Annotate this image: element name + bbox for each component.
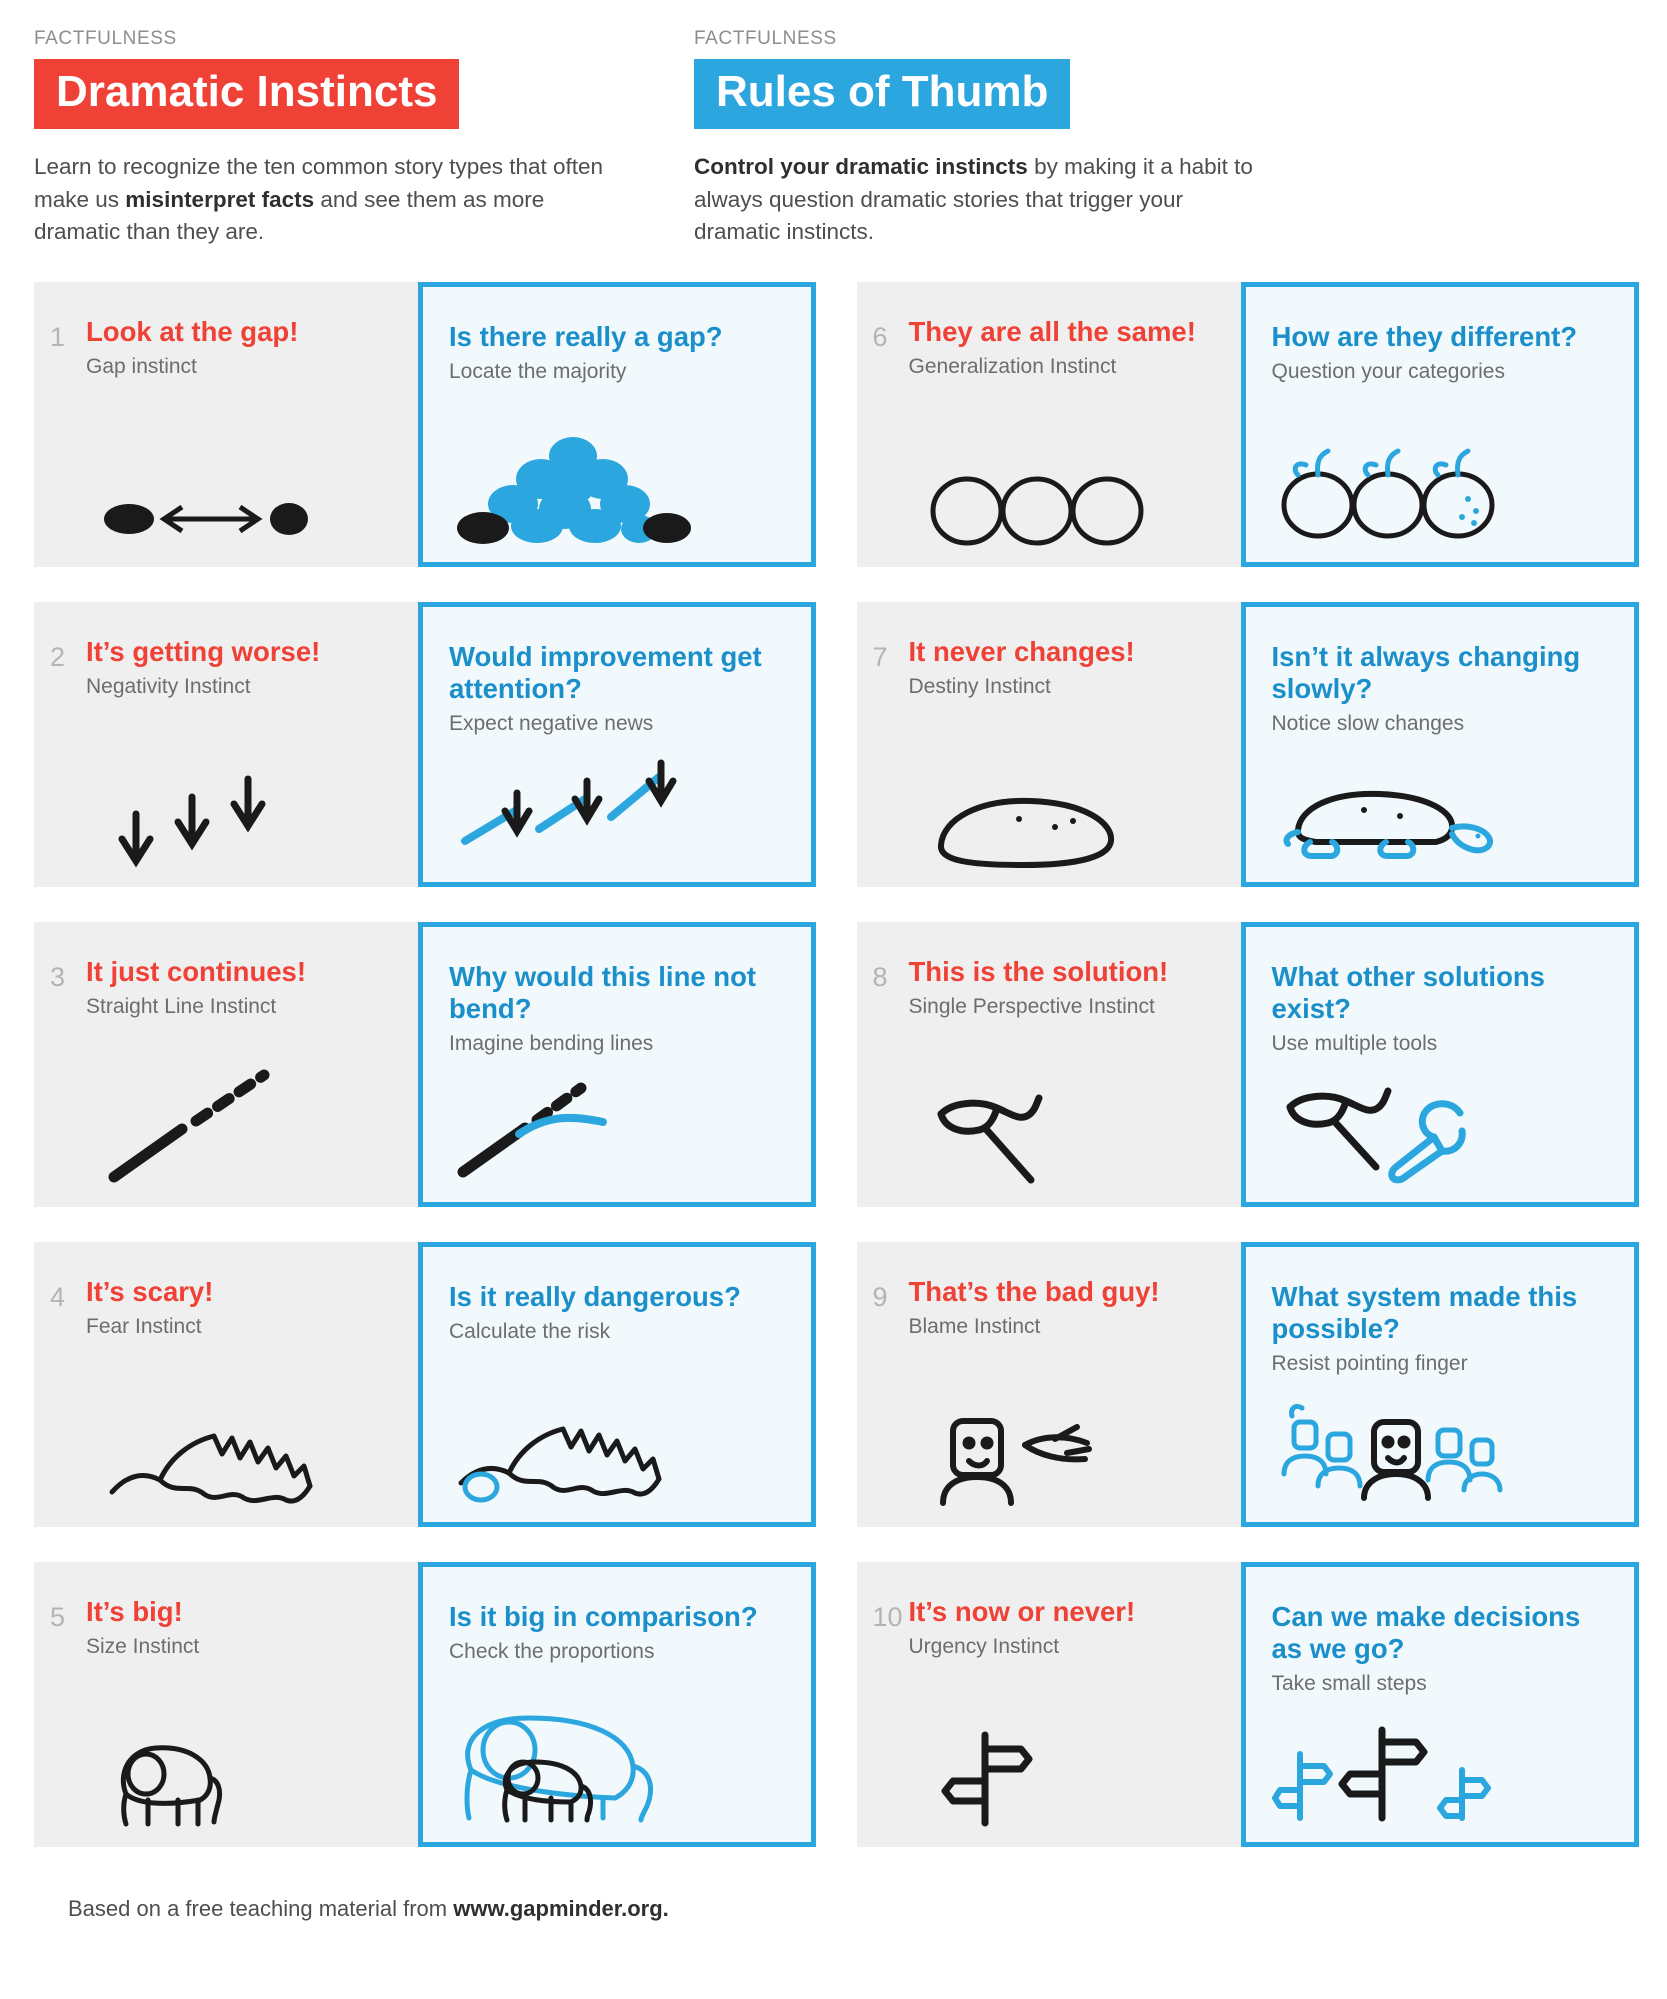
rule-panel-5[interactable] — [418, 1562, 816, 1847]
instinct-title-8: This is the solution! — [908, 956, 1169, 988]
rule-sub-10: Take small steps — [1271, 1672, 1427, 1696]
row-item-3 — [34, 922, 811, 1207]
rule-panel-1[interactable] — [418, 282, 816, 567]
instinct-sub-10: Urgency Instinct — [908, 1635, 1060, 1659]
item-number-7: 7 — [872, 642, 888, 673]
instinct-sub-4: Fear Instinct — [86, 1315, 202, 1339]
zigzag-up-trend-icon — [423, 744, 811, 864]
rule-title-3: Why would this line not bend? — [449, 961, 757, 1025]
instinct-title-4: It’s scary! — [86, 1276, 214, 1308]
signpost-icon — [857, 1709, 1257, 1829]
rule-sub-9: Resist pointing finger — [1271, 1352, 1468, 1376]
down-arrows-icon — [34, 749, 434, 869]
instinct-panel-8[interactable] — [857, 922, 1257, 1207]
instinct-title-7: It never changes! — [908, 636, 1135, 668]
rule-panel-8[interactable] — [1241, 922, 1639, 1207]
rule-sub-6: Question your categories — [1271, 360, 1505, 384]
row-item-8 — [857, 922, 1634, 1207]
header-column-rules-of-thumb — [694, 28, 1324, 248]
item-number-2: 2 — [50, 642, 66, 673]
rule-title-6: How are they different? — [1271, 321, 1578, 353]
rule-panel-6[interactable] — [1241, 282, 1639, 567]
rule-title-4: Is it really dangerous? — [449, 1281, 741, 1313]
rule-panel-9[interactable] — [1241, 1242, 1639, 1527]
instinct-panel-3[interactable] — [34, 922, 434, 1207]
row-item-7 — [857, 602, 1634, 887]
instinct-sub-1: Gap instinct — [86, 355, 197, 379]
item-number-9: 9 — [872, 1282, 888, 1313]
header-column-dramatic-instincts — [34, 28, 664, 248]
kicker-right: FACTFULNESS — [694, 28, 837, 49]
instinct-title-3: It just continues! — [86, 956, 306, 988]
rule-panel-3[interactable] — [418, 922, 816, 1207]
pile-of-stones-icon — [423, 424, 811, 544]
bending-line-icon — [423, 1064, 811, 1184]
rule-title-10: Can we make decisions as we go? — [1271, 1601, 1581, 1665]
instinct-panel-9[interactable] — [857, 1242, 1257, 1527]
footer-link[interactable]: www.gapminder.org. — [453, 1896, 669, 1922]
instinct-sub-7: Destiny Instinct — [908, 675, 1051, 699]
item-number-6: 6 — [872, 322, 888, 353]
grid-column-left — [34, 282, 811, 1882]
rule-title-7: Isn’t it always changing slowly? — [1271, 641, 1581, 705]
page-title-dramatic-instincts: Dramatic Instincts — [34, 59, 459, 129]
row-item-10 — [857, 1562, 1634, 1847]
rule-panel-2[interactable] — [418, 602, 816, 887]
instinct-sub-3: Straight Line Instinct — [86, 995, 277, 1019]
row-item-5 — [34, 1562, 811, 1847]
grid-column-right — [857, 282, 1634, 1882]
row-item-1 — [34, 282, 811, 567]
instinct-sub-2: Negativity Instinct — [86, 675, 251, 699]
instinct-title-2: It’s getting worse! — [86, 636, 321, 668]
multiple-signposts-icon — [1246, 1704, 1634, 1824]
instinct-title-9: That’s the bad guy! — [908, 1276, 1160, 1308]
instinct-panel-6[interactable] — [857, 282, 1257, 567]
hammer-and-wrench-icon — [1246, 1064, 1634, 1184]
instinct-sub-6: Generalization Instinct — [908, 355, 1117, 379]
item-number-1: 1 — [50, 322, 66, 353]
footer-credit — [34, 1896, 1633, 1942]
row-item-6 — [857, 282, 1634, 567]
row-item-9 — [857, 1242, 1634, 1527]
header-description-right — [694, 151, 1254, 248]
desc-left-bold: misinterpret facts — [125, 186, 315, 212]
item-number-3: 3 — [50, 962, 66, 993]
kicker-left: FACTFULNESS — [34, 28, 177, 49]
header-section — [34, 28, 1633, 248]
rule-sub-8: Use multiple tools — [1271, 1032, 1438, 1056]
instinct-title-6: They are all the same! — [908, 316, 1196, 348]
row-item-4 — [34, 1242, 811, 1527]
three-circles-icon — [857, 429, 1257, 549]
desc-left-part2: and see them as more dramatic than they are. — [34, 186, 545, 244]
instinct-title-1: Look at the gap! — [86, 316, 299, 348]
rule-title-1: Is there really a gap? — [449, 321, 723, 353]
instinct-title-5: It’s big! — [86, 1596, 183, 1628]
footer-text: Based on a free teaching material from — [68, 1896, 454, 1922]
desc-right-bold: Control your dramatic instincts — [694, 154, 1028, 180]
rule-sub-5: Check the proportions — [449, 1640, 655, 1664]
rule-panel-10[interactable] — [1241, 1562, 1639, 1847]
item-number-8: 8 — [872, 962, 888, 993]
instinct-title-10: It’s now or never! — [908, 1596, 1136, 1628]
instinct-panel-1[interactable] — [34, 282, 434, 567]
crocodile-measured-icon — [423, 1384, 811, 1504]
rule-panel-4[interactable] — [418, 1242, 816, 1527]
two-elephants-icon — [423, 1704, 811, 1824]
hammer-icon — [857, 1069, 1257, 1189]
instinct-sub-9: Blame Instinct — [908, 1315, 1041, 1339]
instincts-grid — [34, 282, 1633, 1882]
page-title-rules-of-thumb: Rules of Thumb — [694, 59, 1070, 129]
header-description-left — [34, 151, 614, 248]
instinct-panel-5[interactable] — [34, 1562, 434, 1847]
rock-icon — [857, 749, 1257, 869]
instinct-sub-8: Single Perspective Instinct — [908, 995, 1155, 1019]
elephant-icon — [34, 1709, 434, 1829]
rule-sub-4: Calculate the risk — [449, 1320, 611, 1344]
desc-left-part1: Learn to recognize the ten common story types that often make us — [34, 154, 604, 212]
rule-panel-7[interactable] — [1241, 602, 1639, 887]
desc-right-part2: by making it a habit to always question dramatic stories that trigger your dramatic instincts. — [694, 154, 1253, 244]
instinct-panel-10[interactable] — [857, 1562, 1257, 1847]
crocodile-icon — [34, 1389, 434, 1509]
straight-dashed-line-icon — [34, 1069, 434, 1189]
row-item-2 — [34, 602, 811, 887]
rule-sub-2: Expect negative news — [449, 712, 654, 736]
rule-sub-7: Notice slow changes — [1271, 712, 1465, 736]
rule-title-2: Would improvement get attention? — [449, 641, 762, 705]
instinct-panel-2[interactable] — [34, 602, 434, 887]
instinct-sub-5: Size Instinct — [86, 1635, 200, 1659]
rule-title-8: What other solutions exist? — [1271, 961, 1545, 1025]
rule-sub-1: Locate the majority — [449, 360, 627, 384]
item-number-10: 10 — [872, 1602, 903, 1633]
three-apples-icon — [1246, 424, 1634, 544]
item-number-5: 5 — [50, 1602, 66, 1633]
instinct-panel-7[interactable] — [857, 602, 1257, 887]
turtle-icon — [1246, 744, 1634, 864]
rule-title-5: Is it big in comparison? — [449, 1601, 758, 1633]
rule-sub-3: Imagine bending lines — [449, 1032, 654, 1056]
two-dots-arrow-icon — [34, 429, 434, 549]
item-number-4: 4 — [50, 1282, 66, 1313]
pointing-finger-person-icon — [857, 1389, 1257, 1509]
crowd-of-people-icon — [1246, 1384, 1634, 1504]
rule-title-9: What system made this possible? — [1271, 1281, 1578, 1345]
instinct-panel-4[interactable] — [34, 1242, 434, 1527]
